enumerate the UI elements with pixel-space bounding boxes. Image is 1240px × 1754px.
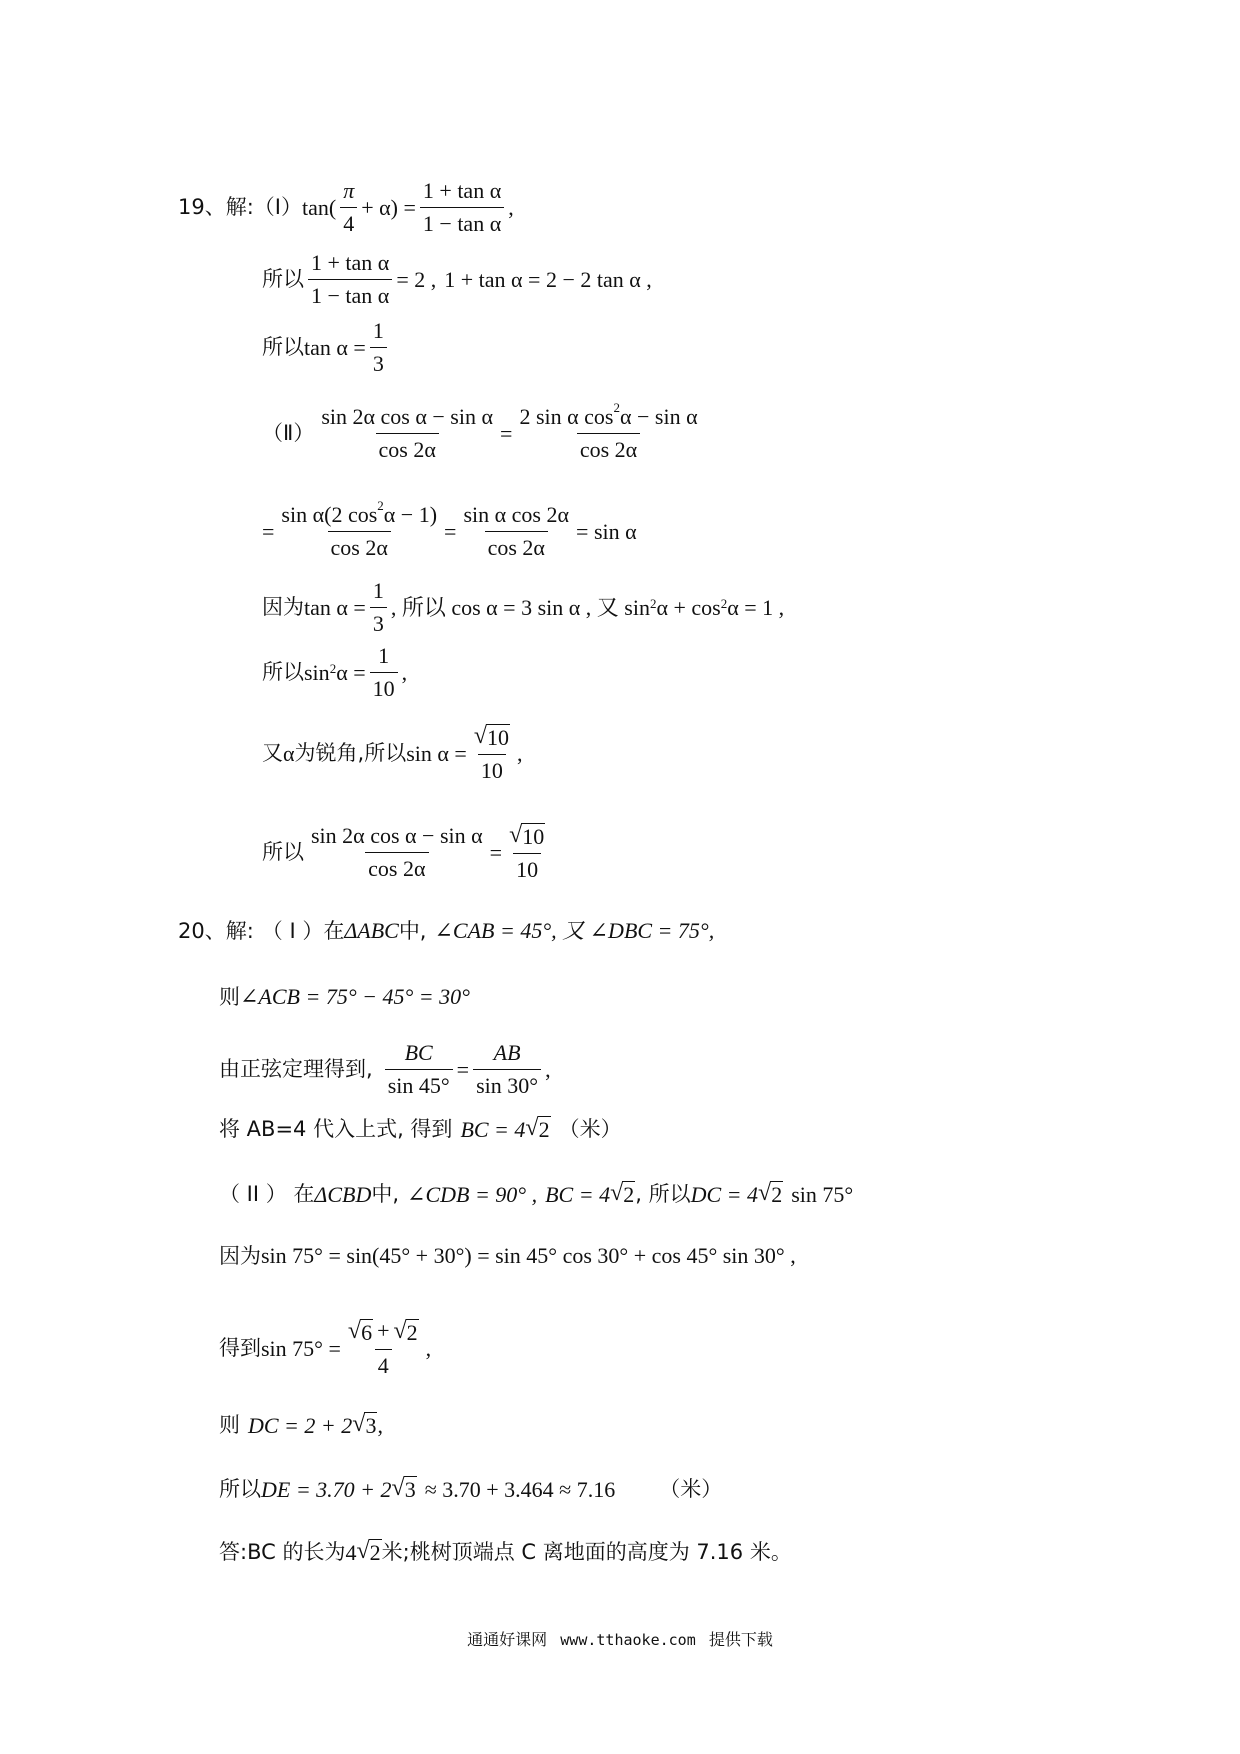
comma: , [377,1412,383,1438]
text: 因为 [219,1243,261,1268]
fraction [345,1318,422,1380]
math-expr: sin [304,659,330,685]
denominator: sin 45° [385,1069,453,1099]
p20-line-3 [219,1040,551,1100]
denominator: cos 2α [485,531,548,561]
math-alpha: α [283,740,295,766]
math-expr: + α) = [361,194,416,220]
text: 所以 [262,267,304,292]
math-expr: ∠CAB = 45°, 又 ∠DBC = 75°, [434,918,715,943]
fraction [516,400,700,464]
denominator: cos 2α [376,433,439,463]
fraction [308,823,486,883]
p20-line-7 [219,1318,431,1380]
numerator: √ 6 + √ 2 [347,1318,418,1345]
text: 所以 [364,741,407,766]
numerator: π [343,178,355,203]
math-triangle: ΔABC [344,918,399,943]
footer [0,1627,1240,1650]
sqrt: √ 2 [758,1180,783,1207]
comma: , [401,659,408,685]
text: 由正弦定理得到, [219,1057,373,1082]
fraction [471,723,513,785]
sqrt: √ 2 [525,1115,550,1142]
equals: = [500,420,513,446]
text: 中, [371,1182,400,1207]
denominator: 10 [370,672,398,702]
math-expr: sin 75° = [261,1335,341,1361]
numerator [506,822,548,853]
p19-line-6 [262,578,784,638]
sqrt: √ 10 [509,822,545,849]
sqrt: √ 10 [473,723,509,750]
p19-line-9 [262,822,552,884]
comma: , [517,740,523,766]
denominator: 1 − tan α [420,207,504,237]
p20-line-4 [219,1116,622,1143]
numerator: 1 [378,643,390,668]
math-tan: tan( [302,194,337,220]
p19-label: 19、解: [178,195,254,220]
p20-line-2 [219,984,470,1010]
math-expr: = sin α [576,518,637,544]
sqrt: √ 6 [347,1318,373,1345]
p19-line-7 [262,643,407,703]
math-expr: DE = 3.70 + 2 [261,1476,392,1502]
footer-url[interactable]: www.tthaoke.com [560,1631,696,1649]
p19-line-1 [178,178,514,238]
unit: （米） [558,1117,622,1142]
p20-line-5 [219,1181,853,1208]
math-expr: DC = 4 [690,1181,759,1207]
denominator: cos 2α [577,433,640,463]
math-expr: α = [336,659,366,685]
fraction [460,502,572,562]
math-expr: , 所以 cos α = 3 sin α , 又 sin [390,594,650,620]
fraction [506,822,548,884]
p20-line-9 [219,1476,722,1503]
p20-line-8 [219,1412,383,1439]
equals: = [489,839,503,865]
footer-download-text: 提供下载 [708,1630,773,1649]
math-expr: DC = 2 + 2 [248,1412,353,1438]
numerator: 2 sin α $\cos^2\alpha - \sin \alpha$ [519,400,698,429]
p20-line-6 [219,1243,796,1269]
fraction [385,1040,453,1100]
text: 米;桃树顶端点 C 离地面的高度为 7.16 米。 [381,1540,792,1565]
fraction [420,178,504,238]
fraction [370,643,398,703]
text: （ Ⅰ ）在 [261,918,345,943]
denominator: 4 [375,1349,392,1379]
denominator: 10 [478,754,506,784]
sqrt: √ 2 [610,1180,635,1207]
text: 得到 [219,1336,261,1361]
text: 为锐角, [294,741,365,766]
fraction [308,250,392,310]
math-expr: 1 + tan α = 2 − 2 tan α , [444,266,652,292]
text: 答:BC 的长为 [219,1540,346,1565]
superscript: 2 [649,596,657,612]
text: , 所以 [635,1182,691,1207]
text: 又 [262,741,283,766]
fraction [340,178,357,238]
math-expr: tan α = [304,594,366,620]
text: 所以 [262,660,304,685]
fraction [370,578,387,638]
numerator: sin α cos 2α [463,502,570,527]
math-expr: α = 1 , [727,594,785,620]
p20-label: 20、解: [178,918,254,943]
numerator: 1 [372,578,384,603]
p19-part2: （Ⅱ） [262,421,315,446]
denominator: cos 2α [328,531,391,561]
denominator: 1 − tan α [308,279,392,309]
math-expr: BC = 4 [460,1116,526,1142]
numerator: sin 2α cos α − sin α [321,404,494,429]
footer-site-name: 通通好课网 [467,1630,548,1649]
sqrt: √ 2 [393,1318,418,1345]
math-expr: ≈ 3.70 + 3.464 ≈ 7.16 [424,1476,616,1502]
comma: , [508,194,514,220]
p19-line-8 [262,723,523,785]
text: 则 [219,984,240,1009]
fraction [473,1040,541,1100]
fraction [318,404,496,464]
math-expr: ∠CDB = 90° , [407,1181,538,1207]
denominator: sin 30° [473,1069,541,1099]
sqrt: √ 2 [356,1538,381,1565]
p19-line-5 [262,498,637,562]
math-expr: BC = 4 [545,1181,611,1207]
denominator: 10 [513,853,541,883]
numerator: sin 2α cos α − sin α [311,823,483,848]
p20-line-1 [178,918,714,944]
math-expr: tan α = [304,334,366,360]
math-expr: sin 75° = sin(45° + 30°) = sin 45° cos 30° + cos 45° sin 30° , [261,1243,796,1268]
text: 中, [398,918,427,943]
p19-line-3 [262,318,391,378]
denominator: cos 2α [365,852,428,882]
p19-line-2 [262,250,652,310]
numerator: 1 + tan α [311,250,390,275]
superscript: 2 [720,596,728,612]
denominator: 4 [340,207,357,237]
equals: = [262,518,275,544]
math-expr: sin α = [406,740,467,766]
math-triangle: ΔCBD [314,1181,372,1207]
text: 所以 [219,1477,261,1502]
numerator: sin α(2 $\cos^2\alpha - 1$) [281,498,438,527]
math-expr: = 2 , [396,266,437,292]
denominator: 3 [370,347,387,377]
text: 所以 [262,840,304,865]
text: （ II ） 在 [219,1182,315,1207]
p20-answer [219,1539,792,1566]
p19-line-4 [262,400,705,464]
sqrt: √ 3 [352,1411,377,1438]
math-expr: ∠ACB = 75° − 45° = 30° [240,984,470,1009]
p19-part1: （Ⅰ） [253,195,302,220]
numerator: AB [493,1040,521,1065]
numerator: 1 [372,318,384,343]
math-expr: 4 [345,1539,357,1565]
text: 将 AB=4 代入上式, 得到 [219,1117,453,1142]
sqrt: √ 3 [391,1475,416,1502]
comma: , [545,1056,551,1082]
superscript: 2 [329,661,337,677]
text: 所以 [262,335,304,360]
numerator: BC [404,1040,433,1065]
fraction [370,318,387,378]
numerator [471,723,513,754]
math-expr: α + cos [656,594,721,620]
denominator: 3 [370,607,387,637]
equals: = [444,518,457,544]
text: 因为 [262,595,304,620]
unit: （米） [659,1477,723,1502]
equals: = [456,1056,470,1082]
math-expr: sin 75° [791,1181,854,1207]
text: 则 [219,1413,240,1438]
numerator: 1 + tan α [422,178,502,203]
comma: , [425,1335,432,1361]
fraction [278,498,440,562]
